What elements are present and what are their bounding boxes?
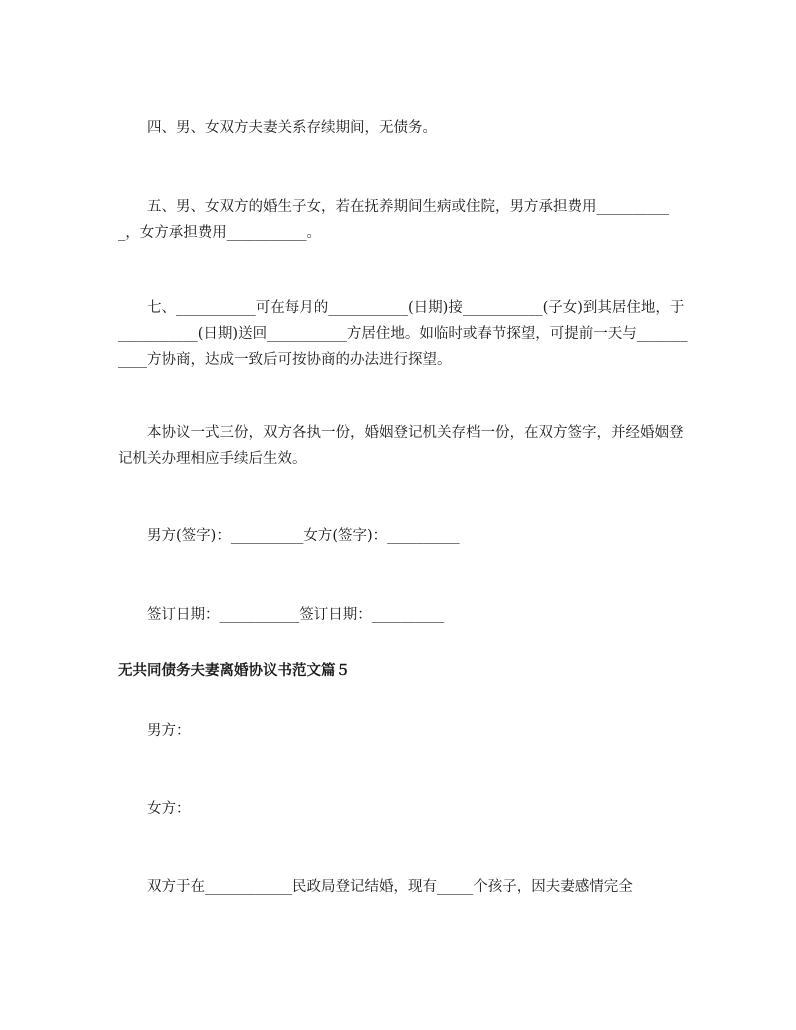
- marriage-registration-paragraph: 双方于在____________民政局登记结婚，现有_____个孩子，因夫妻感情完全: [118, 879, 633, 895]
- female-party-line: 女方：: [118, 801, 191, 817]
- copies-paragraph: 本协议一式三份，双方各执一份，婚姻登记机关存档一份，在双方签字，并经婚姻登记机关办理相应手续后生效。: [118, 425, 684, 467]
- clause-four-paragraph: 四、男、女双方夫妻关系存续期间，无债务。: [118, 120, 437, 136]
- clause-seven-paragraph: 七、___________可在每月的___________(日期)接___________(子女)到其居住地，于___________(日期)送回___________方居住地。如临时或春节探望，可提前一天与___________方协商，达成一致后可按协商的办法进行探望。: [118, 300, 688, 368]
- signing-date-line: 签订日期：___________签订日期：__________: [118, 607, 445, 623]
- section-heading: 无共同债务夫妻离婚协议书范文篇５: [118, 663, 350, 679]
- signature-line: 男方(签字)：__________女方(签字)：__________: [118, 528, 460, 544]
- male-party-line: 男方：: [118, 723, 191, 739]
- clause-five-paragraph: 五、男、女双方的婚生子女，若在抚养期间生病或住院，男方承担费用___________，女方承担费用___________。: [118, 199, 669, 241]
